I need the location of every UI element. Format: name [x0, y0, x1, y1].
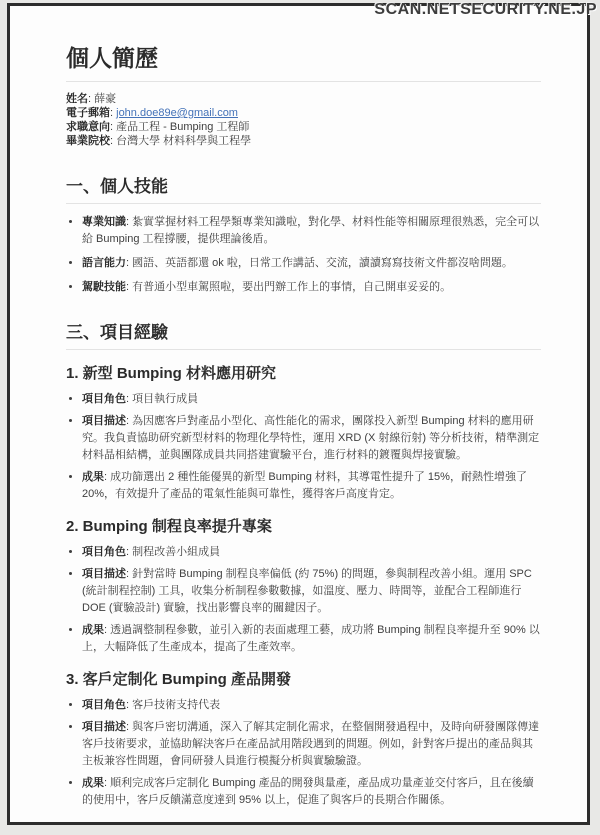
email-link[interactable]: john.doe89e@gmail.com — [116, 107, 238, 119]
bullet-label: 專業知識 — [82, 216, 126, 228]
bullet-label: 語言能力 — [82, 257, 126, 269]
info-row-name — [66, 92, 541, 106]
bullet-label: 項目描述 — [82, 568, 126, 580]
colon: : — [126, 281, 133, 293]
colon: : — [126, 568, 133, 580]
colon: : — [104, 777, 111, 789]
section-heading-skills: 一、個人技能 — [66, 172, 541, 204]
info-row-email — [66, 106, 541, 120]
colon: : — [126, 546, 133, 558]
skill-item-professional — [82, 214, 541, 248]
colon: : — [88, 93, 95, 105]
section-heading-projects: 三、項目經驗 — [66, 318, 541, 350]
bullet-text: 與客戶密切溝通，深入了解其定制化需求，在整個開發過程中，及時向研發團隊傳達客戶技術要求，並協助解決客戶在產品試用階段遇到的問題。例如，針對客戶提出的產品與其主板兼容性問題，會同研發人員進行模擬分析與實驗驗證。 — [82, 721, 540, 767]
personal-info — [66, 92, 541, 148]
bullet-label: 成果 — [82, 624, 104, 636]
colon: : — [104, 624, 111, 636]
colon: : — [104, 471, 111, 483]
project-3-list — [66, 697, 541, 809]
colon: : — [110, 135, 117, 147]
project-description-item — [82, 413, 541, 464]
project-1-list — [66, 391, 541, 503]
info-label: 電子郵箱 — [66, 107, 110, 119]
bullet-text: 順利完成客戶定制化 Bumping 產品的開發與量產，產品成功量產並交付客戶，且在後續的使用中，客戶反饋滿意度達到 95% 以上，促進了與客戶的長期合作關係。 — [82, 777, 534, 806]
colon: : — [126, 393, 133, 405]
skill-item-language — [82, 255, 541, 272]
resume-page — [7, 3, 590, 825]
bullet-label: 成果 — [82, 471, 104, 483]
info-label: 畢業院校 — [66, 135, 110, 147]
bullet-text: 透過調整制程參數，並引入新的表面處理工藝，成功將 Bumping 制程良率提升至 90% 以上，大幅降低了生產成本，提高了生產效率。 — [82, 624, 540, 653]
project-title-3: 3. 客戶定制化 Bumping 產品開發 — [66, 671, 292, 688]
project-role-item — [82, 697, 541, 714]
project-2-list — [66, 544, 541, 656]
bullet-text: 項目執行成員 — [132, 393, 199, 405]
colon: : — [110, 107, 117, 119]
project-description-item — [82, 566, 541, 617]
info-label: 求職意向 — [66, 121, 110, 133]
page-title: 個人簡歷 — [66, 40, 541, 82]
info-row-objective — [66, 120, 541, 134]
info-value: 薛豪 — [94, 93, 117, 105]
colon: : — [126, 216, 133, 228]
bullet-label: 項目角色 — [82, 393, 126, 405]
project-title-2: 2. Bumping 制程良率提升專案 — [66, 518, 272, 535]
info-value: 台灣大學 材料科學與工程學 — [116, 135, 252, 147]
project-role-item — [82, 544, 541, 561]
bullet-text: 紮實掌握材料工程學類專業知識啦，對化學、材料性能等相關原理很熟悉，完全可以給 Bumping 工程撐腰，提供理論後盾。 — [82, 216, 540, 245]
skill-item-driving — [82, 279, 541, 296]
info-row-school — [66, 134, 541, 148]
scan-watermark: SCAN.NETSECURITY.NE.JP — [374, 1, 597, 18]
project-result-item — [82, 469, 541, 503]
bullet-text: 有普通小型車駕照啦，要出門辦工作上的事情，自己開車妥妥的。 — [132, 281, 452, 293]
bullet-text: 成功篩選出 2 種性能優異的新型 Bumping 材料，其導電性提升了 15%，耐熱性增強了 20%，有效提升了產品的電氣性能與可靠性，獲得客戶高度肯定。 — [82, 471, 527, 500]
colon: : — [126, 721, 133, 733]
colon: : — [110, 121, 117, 133]
bullet-label: 項目角色 — [82, 546, 126, 558]
bullet-text: 制程改善小組成員 — [132, 546, 221, 558]
colon: : — [126, 699, 133, 711]
project-role-item — [82, 391, 541, 408]
bullet-label: 項目角色 — [82, 699, 126, 711]
colon: : — [126, 257, 133, 269]
bullet-label: 駕駛技能 — [82, 281, 126, 293]
project-result-item — [82, 622, 541, 656]
bullet-text: 針對當時 Bumping 制程良率偏低 (約 75%) 的問題，參與制程改善小組。運用 SPC (統計制程控制) 工具，收集分析制程參數數據，如溫度、壓力、時間等，並配合工程師進行 DOE (實驗設計) 實驗，找出影響良率的關鍵因子。 — [82, 568, 532, 614]
info-label: 姓名 — [66, 93, 88, 105]
bullet-label: 項目描述 — [82, 721, 126, 733]
project-description-item — [82, 719, 541, 770]
bullet-text: 國語、英語都還 ok 啦，日常工作講話、交流，讀讀寫寫技術文件都沒啥問題。 — [132, 257, 513, 269]
skills-list — [66, 214, 541, 296]
bullet-text: 客戶技術支持代表 — [132, 699, 221, 711]
project-result-item — [82, 775, 541, 809]
colon: : — [126, 415, 133, 427]
project-title-1: 1. 新型 Bumping 材料應用研究 — [66, 365, 277, 382]
info-value: 產品工程 - Bumping 工程師 — [116, 121, 250, 133]
bullet-text: 為因應客戶對產品小型化、高性能化的需求，團隊投入新型 Bumping 材料的應用研究。我負責協助研究新型材料的物理化學特性，運用 XRD (X 射線衍射) 等分析技術，精準測定材料晶相結構，並與團隊成員共同搭建實驗平台，進行材料的鍍覆與焊接實驗。 — [82, 415, 540, 461]
bullet-label: 成果 — [82, 777, 104, 789]
bullet-label: 項目描述 — [82, 415, 126, 427]
